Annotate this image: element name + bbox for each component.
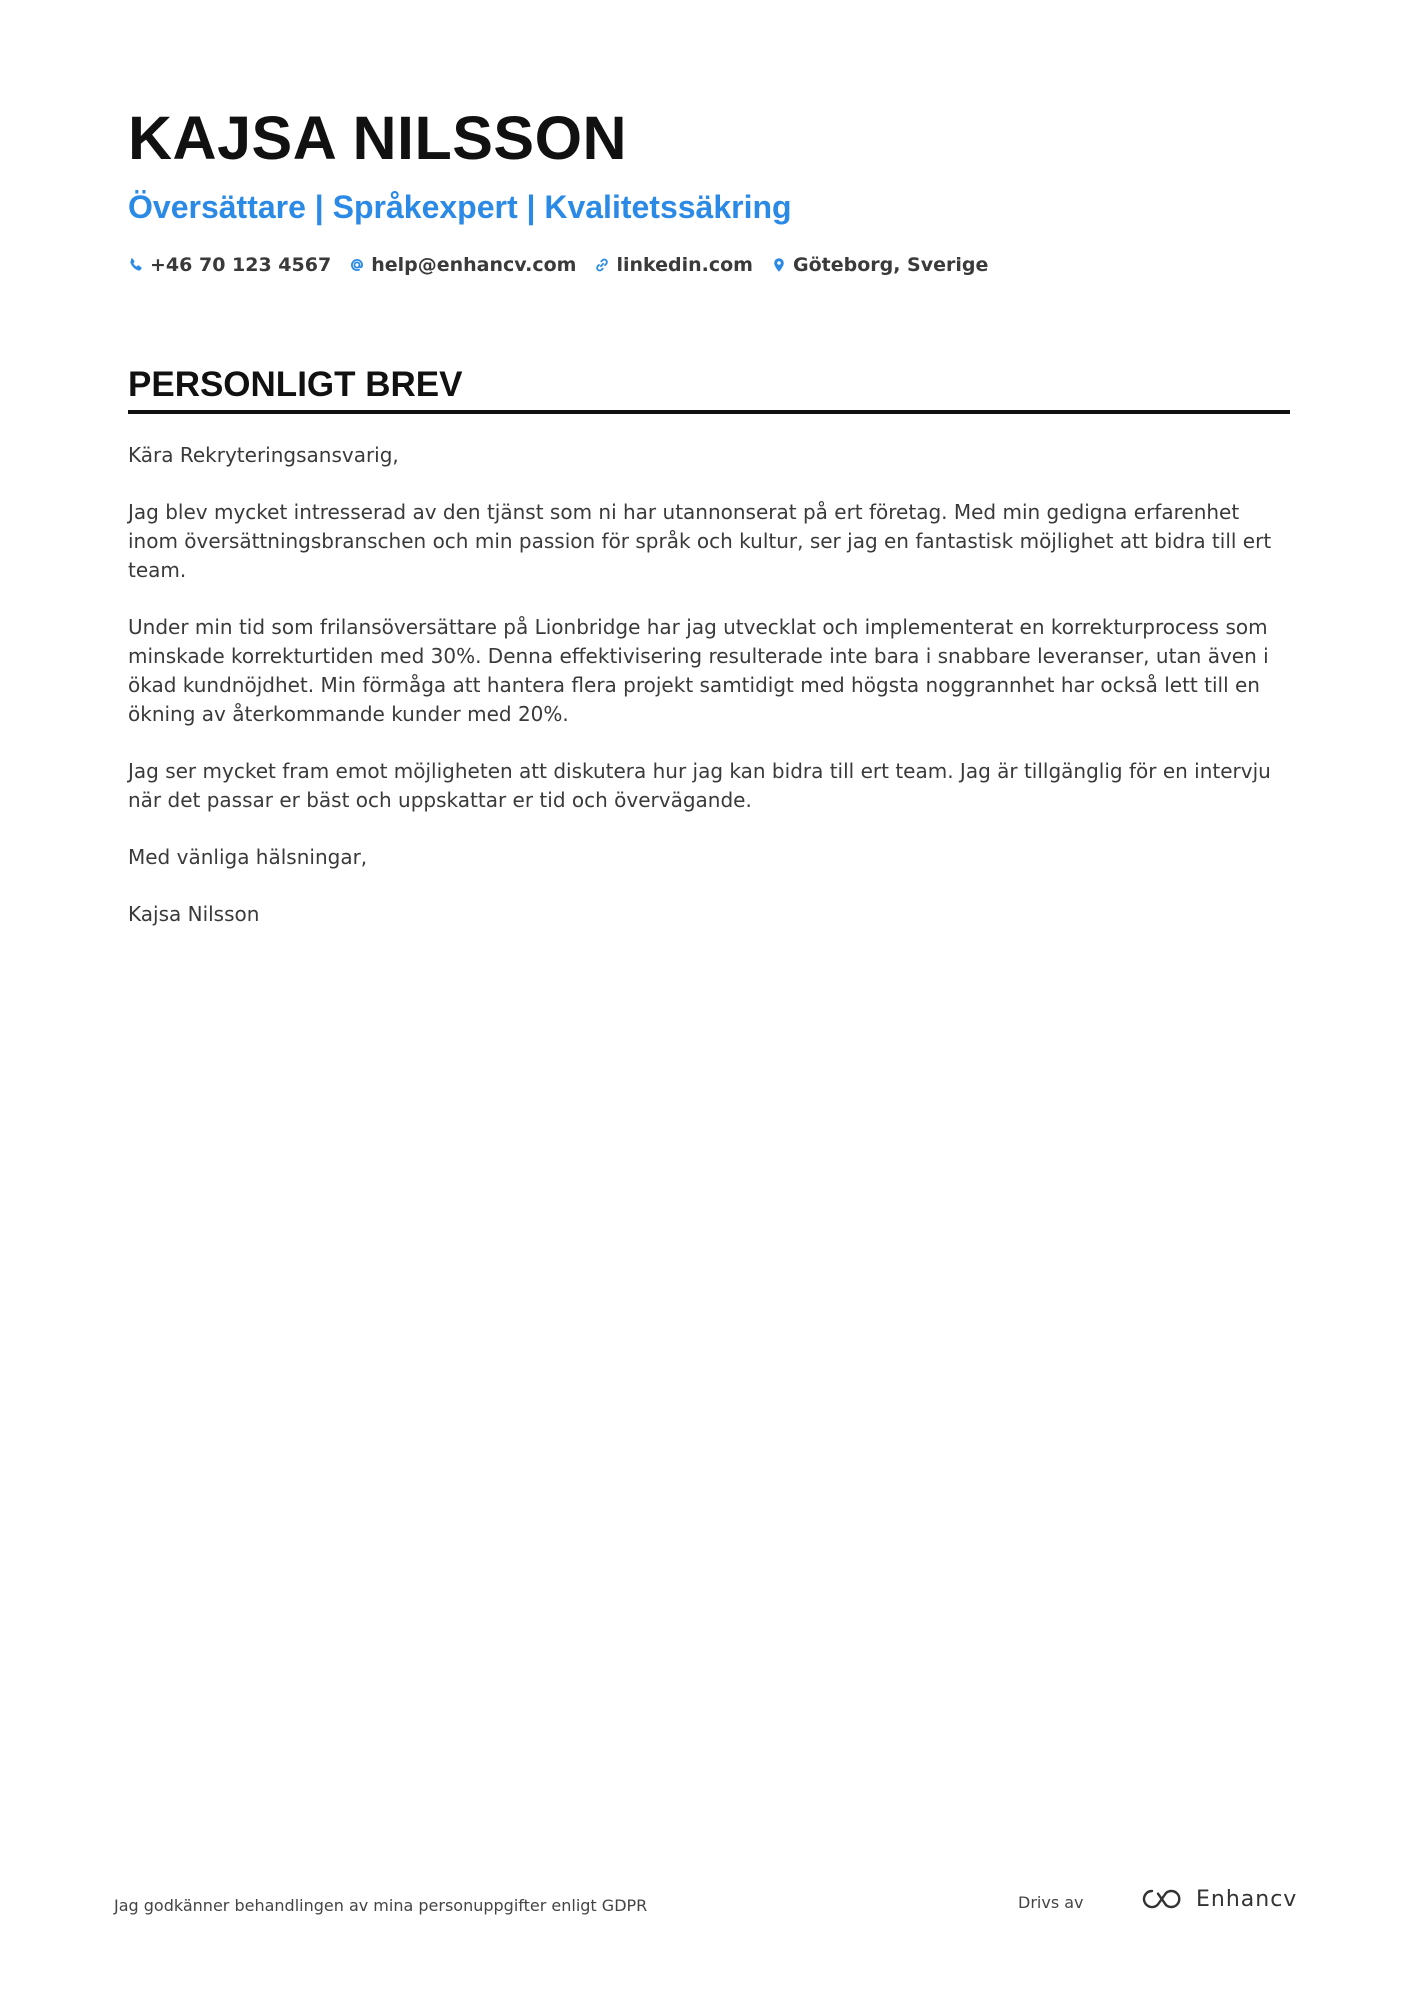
contact-phone[interactable] xyxy=(128,254,331,276)
letter-salutation: Kära Rekryteringsansvarig, xyxy=(128,443,399,467)
letter-paragraph: Under min tid som frilansöversättare på Lionbridge har jag utvecklat och implementerat en korrekturprocess som minskade korrekturtiden med 30%. Denna effektivisering resulterade inte bara i snabbare leveranser, utan även i ökad kundnöjdhet. Min förmåga att hantera flera projekt samtidigt med högsta noggrannhet har också lett till en ökning av återkommande kunder med 20%. xyxy=(128,615,1269,726)
location-pin-icon xyxy=(771,257,787,273)
enhancv-brand[interactable] xyxy=(1138,1885,1297,1913)
powered-by-text: Drivs av xyxy=(1018,1893,1084,1912)
letter-paragraph: Jag blev mycket intresserad av den tjänst som ni har utannonserat på ert företag. Med min gedigna erfarenhet inom översättningsbranschen och min passion för språk och kultur, ser jag en fantastisk möjlighet att bidra till ert team. xyxy=(128,500,1272,582)
linkedin-text: linkedin.com xyxy=(616,254,753,276)
gdpr-consent-text: Jag godkänner behandlingen av mina personuppgifter enligt GDPR xyxy=(114,1896,648,1915)
enhancv-logo-icon xyxy=(1138,1885,1186,1913)
section-divider xyxy=(128,410,1290,414)
letter-paragraph: Jag ser mycket fram emot möjligheten att diskutera hur jag kan bidra till ert team. Jag är tillgänglig för en intervju när det passar er bäst och uppskattar er tid och övervägande. xyxy=(128,759,1271,812)
contact-bar xyxy=(128,254,988,276)
contact-location xyxy=(771,254,988,276)
phone-text: +46 70 123 4567 xyxy=(150,254,332,276)
enhancv-brand-name: Enhancv xyxy=(1196,1886,1298,1912)
location-text: Göteborg, Sverige xyxy=(792,254,989,276)
email-text: help@enhancv.com xyxy=(371,254,577,276)
contact-linkedin[interactable] xyxy=(594,254,753,276)
letter-signature: Kajsa Nilsson xyxy=(128,902,260,926)
at-icon xyxy=(349,257,365,273)
link-icon xyxy=(594,257,610,273)
contact-email[interactable] xyxy=(349,254,576,276)
applicant-name: KAJSA NILSSON xyxy=(128,104,628,172)
section-heading: PERSONLIGT BREV xyxy=(128,365,463,404)
letter-closing: Med vänliga hälsningar, xyxy=(128,845,368,869)
phone-icon xyxy=(128,257,144,273)
applicant-title: Översättare | Språkexpert | Kvalitetssäkring xyxy=(128,189,792,225)
letter-body xyxy=(128,441,1290,957)
